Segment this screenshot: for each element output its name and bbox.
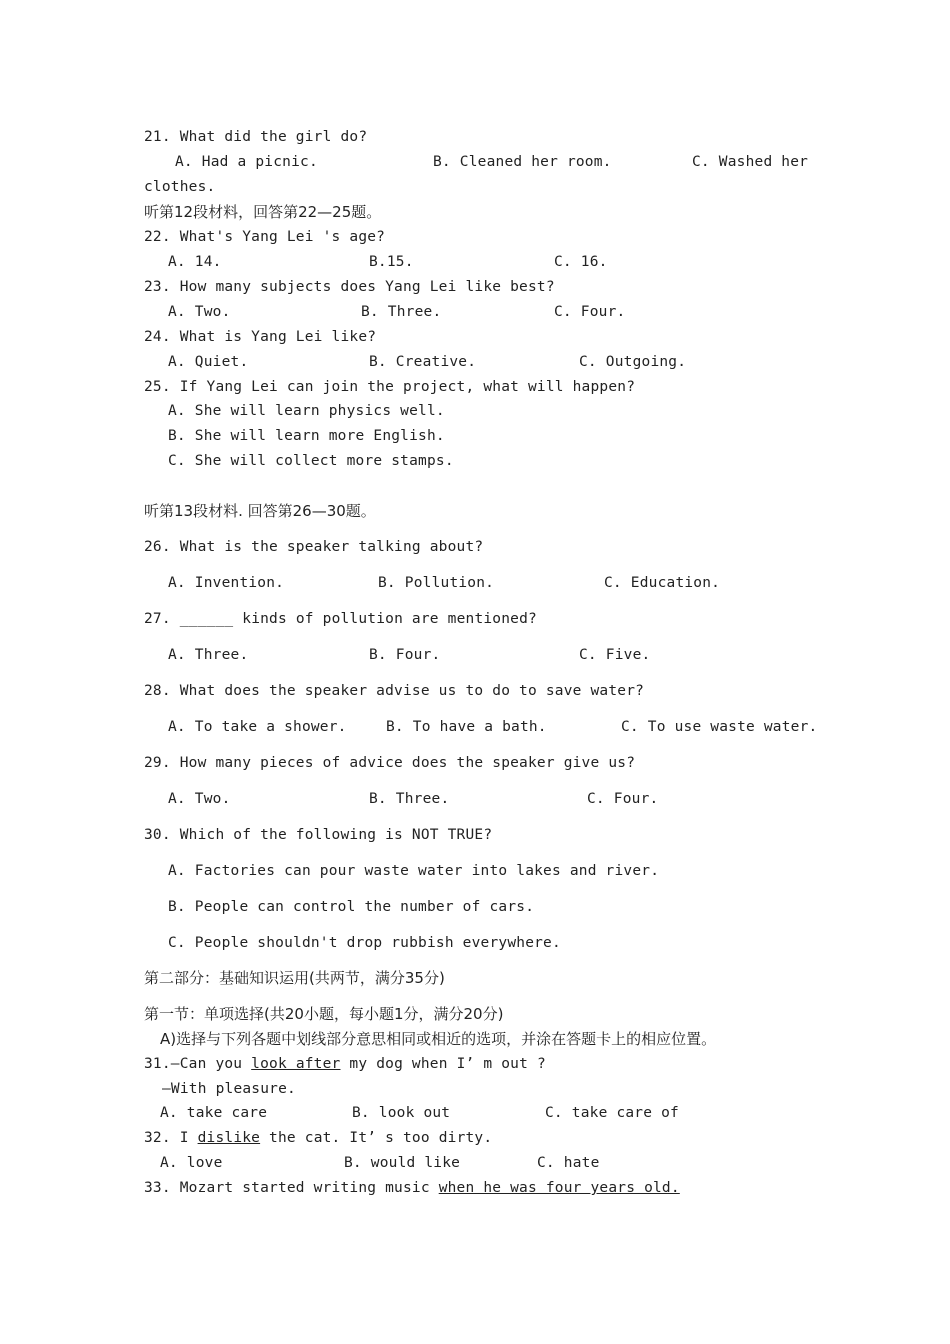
question-22-option-a: A. 14. (168, 254, 222, 270)
question-32-option-c: C. hate (537, 1155, 600, 1171)
question-30-option-b: B. People can control the number of cars. (168, 899, 535, 915)
question-24-option-b: B. Creative. (369, 354, 477, 370)
question-31-underlined-phrase: look after (251, 1056, 341, 1072)
question-21-option-c-continued: clothes. (144, 179, 216, 195)
question-32 (144, 1129, 492, 1147)
question-23: 23. How many subjects does Yang Lei like best? (144, 279, 555, 295)
question-24-option-c: C. Outgoing. (579, 354, 687, 370)
question-29-option-a: A. Two. (168, 791, 231, 807)
question-22-option-c: C. 16. (554, 254, 608, 270)
question-21-option-b: B. Cleaned her room. (433, 154, 612, 170)
question-27-number: 27. (144, 611, 171, 627)
question-23-option-a: A. Two. (168, 304, 231, 320)
question-30-option-a: A. Factories can pour waste water into lakes and river. (168, 863, 660, 879)
question-32-text-end: the cat. It’ s too dirty. (260, 1130, 493, 1146)
question-31-text-end: my dog when I’ m out ? (340, 1056, 546, 1072)
question-29: 29. How many pieces of advice does the speaker give us? (144, 755, 636, 771)
question-31-option-a: A. take care (160, 1105, 268, 1121)
question-23-option-b: B. Three. (361, 304, 442, 320)
section-1-heading: 第一节：单项选择(共20小题，每小题1分，满分20分) (144, 1005, 504, 1023)
question-27-text: kinds of pollution are mentioned? (242, 611, 537, 627)
question-24-option-a: A. Quiet. (168, 354, 249, 370)
question-27-option-b: B. Four. (369, 647, 441, 663)
question-22: 22. What's Yang Lei 's age? (144, 229, 386, 245)
question-27-blank: ______ (179, 611, 234, 627)
question-22-option-b: B.15. (369, 254, 414, 270)
question-27 (144, 610, 537, 628)
question-21: 21. What did the girl do? (144, 129, 368, 145)
question-33-text-start: 33. Mozart started writing music (144, 1180, 439, 1196)
question-31-option-b: B. look out (352, 1105, 451, 1121)
question-32-text-start: 32. I (144, 1130, 198, 1146)
question-27-option-a: A. Three. (168, 647, 249, 663)
instruction-a: A)选择与下列各题中划线部分意思相同或相近的选项，并涂在答题卡上的相应位置。 (160, 1030, 717, 1048)
question-32-option-b: B. would like (344, 1155, 461, 1171)
question-24: 24. What is Yang Lei like? (144, 329, 377, 345)
part-2-heading: 第二部分：基础知识运用(共两节，满分35分) (144, 969, 445, 987)
question-33 (144, 1179, 680, 1197)
question-28: 28. What does the speaker advise us to do to save water? (144, 683, 645, 699)
question-25-option-b: B. She will learn more English. (168, 428, 445, 444)
question-29-option-c: C. Four. (587, 791, 659, 807)
question-28-option-a: A. To take a shower. (168, 719, 347, 735)
question-32-underlined-word: dislike (197, 1130, 261, 1146)
question-25-option-a: A. She will learn physics well. (168, 403, 445, 419)
section-13-heading: 听第13段材料. 回答第26—30题。 (144, 502, 376, 520)
question-31-reply: —With pleasure. (162, 1081, 296, 1097)
question-31-option-c: C. take care of (545, 1105, 679, 1121)
question-29-option-b: B. Three. (369, 791, 450, 807)
question-30: 30. Which of the following is NOT TRUE? (144, 827, 493, 843)
question-21-option-a: A. Had a picnic. (175, 154, 318, 170)
question-25: 25. If Yang Lei can join the project, what will happen? (144, 379, 636, 395)
question-27-option-c: C. Five. (579, 647, 651, 663)
question-26-option-b: B. Pollution. (378, 575, 495, 591)
question-26-option-c: C. Education. (604, 575, 721, 591)
question-30-option-c: C. People shouldn't drop rubbish everywhere. (168, 935, 561, 951)
question-31 (144, 1055, 546, 1073)
question-28-option-b: B. To have a bath. (386, 719, 547, 735)
question-26: 26. What is the speaker talking about? (144, 539, 484, 555)
section-12-heading: 听第12段材料，回答第22—25题。 (144, 203, 382, 221)
question-33-underlined-phrase: when he was four years old. (438, 1180, 680, 1196)
question-32-option-a: A. love (160, 1155, 223, 1171)
question-21-option-c: C. Washed her (692, 154, 809, 170)
question-28-option-c: C. To use waste water. (621, 719, 818, 735)
question-31-text-start: 31.—Can you (144, 1056, 252, 1072)
question-23-option-c: C. Four. (554, 304, 626, 320)
question-26-option-a: A. Invention. (168, 575, 285, 591)
question-25-option-c: C. She will collect more stamps. (168, 453, 454, 469)
